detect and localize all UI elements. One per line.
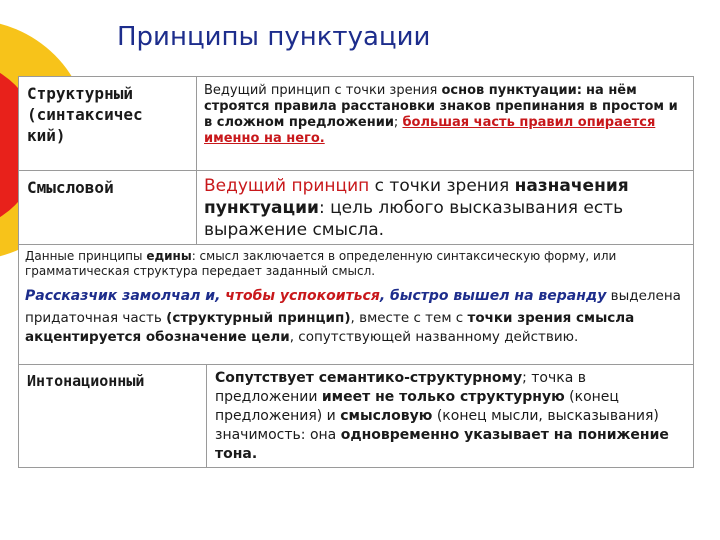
example-sentence-b: чтобы успокоиться [225,288,380,304]
semantic-description: Ведущий принцип с точки зрения назначения пунктуации: цель любого высказывания есть выражение смысла. [204,176,629,240]
table-row-semantic [19,171,693,245]
table-row-intonational [19,365,693,467]
row-label-cell [19,77,197,170]
row-label-cell [19,171,197,244]
row-label-structural: Структурный (синтаксичес кий) [27,84,143,145]
principles-table [18,76,694,468]
table-row-structural [19,77,693,171]
example-sentence-c: , быстро вышел на веранду [379,288,607,304]
slide-title: Принципы пунктуации [117,22,431,52]
row-label-intonational: Интонационный [27,372,145,390]
structural-description: Ведущий принцип с точки зрения основ пунктуации: на нём строятся правила расстановки знаков препинания в простом и в сложном предложении; большая часть правил опирается именно на него. [204,83,678,146]
row-label-cell [19,365,207,467]
example-sentence-a: Рассказчик замолчал и, [25,288,226,304]
example-paragraph: Рассказчик замолчал и, чтобы успокоиться, быстро вышел на веранду выделена придаточная часть (структурный принцип), вместе с тем с точки зрения смысла акцентируется обозначение цели, сопутствующей названному действию. [25,288,681,345]
row-label-semantic: Смысловой [27,178,114,197]
unity-note: Данные принципы едины: смысл заключается в определенную синтаксическую форму, или грамматическая структура передает заданный смысл. [25,249,617,278]
table-row-note [19,245,693,365]
intonational-description: Сопутствует семантико-структурному; точка в предложении имеет не только структурную (конец предложения) и смысловую (конец мысли, высказывания) значимость: она одновременно указывает на понижение тона. [215,370,669,462]
